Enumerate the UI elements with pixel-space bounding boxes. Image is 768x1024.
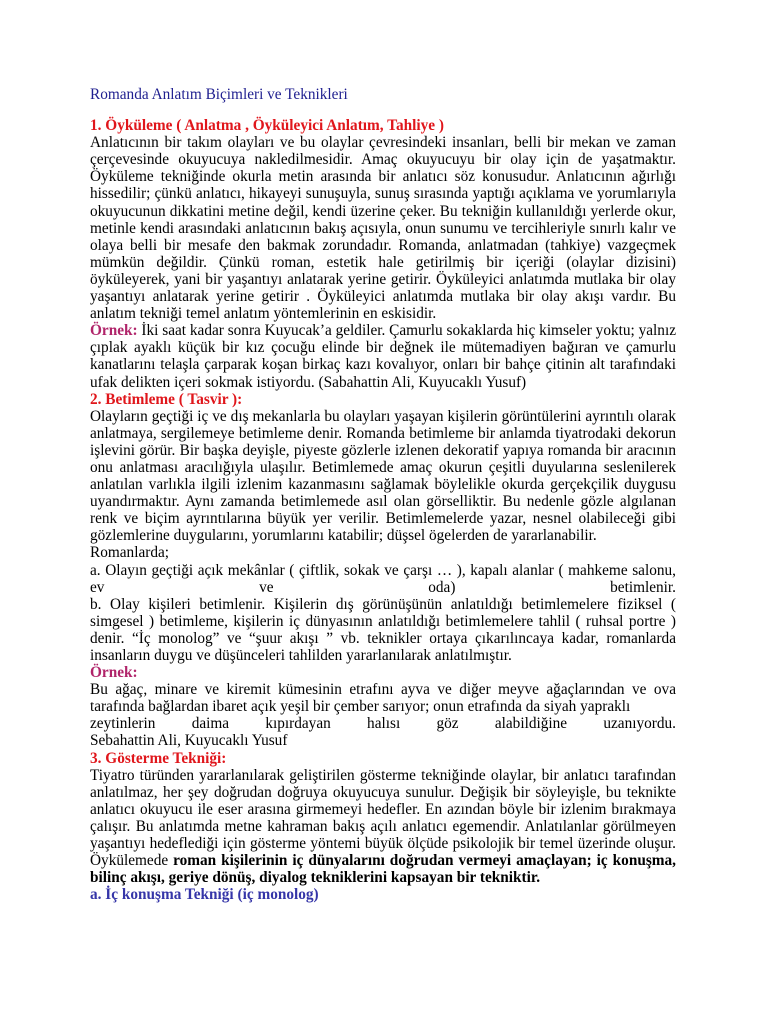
section-1-body: Anlatıcının bir takım olayları ve bu olaylar çevresindeki insanları, belli bir mekan ve zaman çerçevesinde okuyucuya nakledilmesidir. Amaç okuyucuyu bir olay için de yaşatmaktır. Öyküleme tekniğinde okurla metin arasında bir anlatıcı söz konusudur. Anlatıcının ağırlığı hissedilir; çünkü anlatıcı, hikayeyi sunuşuyla, sunuş sırasında yaptığı açıklama ve yorumlarıyla okuyucunun dikkatini metine değil, kendi üzerine çeker. Bu tekniğin kullanıldığı yerlerde okur, metinle kendi arasındaki anlatıcının bakış açısıyla, onun sunumu ve tercihleriyle sınırlı kalır ve olaya belli bir mesafe den bakmak zorundadır. Romanda, anlatmadan (tahkiye) vazgeçmek mümkün değildir. Çünkü roman, estetik hale getirilmiş bir içeriği (olaylar dizisini) öyküleyerek, yani bir yaşantıyı anlatarak yerine getirir. Öyküleyici anlatımda mutlaka bir olay yaşantıyı anlatarak yerine getirir . Öyküleyici anlatımda mutlaka bir olay akışı vardır. Bu anlatım tekniği temel anlatım yöntemlerinin en eskisidir.	[90, 134, 676, 323]
section-3-subheading: a. İç konuşma Tekniği (iç monolog)	[90, 886, 319, 904]
section-2-example-line-2: zeytinlerin daima kıpırdayan halısı göz alabildiğine uzanıyordu.	[90, 715, 676, 733]
section-2-item-b: b. Olay kişileri betimlenir. Kişilerin dış görünüşünün anlatıldığı betimlemelere fiziksel ( simgesel ) betimleme, kişilerin iç dünyasının anlatıldığı betimlemelere tahlil ( ruhsal portre ) denir. “İç monolog” ve “şuur akışı ” vb. teknikler ortaya çıkarılıncaya kadar, romanlarda insanların duygu ve düşünceleri tahlilden yararlanılarak anlatılmıştır.	[90, 595, 676, 664]
section-2-heading: 2. Betimleme ( Tasvir ):	[90, 390, 243, 408]
section-2-example-source: Sebahattin Ali, Kuyucaklı Yusuf	[90, 732, 288, 750]
section-3-body-text: Tiyatro türünden yararlanılarak geliştirilen gösterme tekniğinde olaylar, bir anlatıcı tarafından anlatılmaz, her şey doğrudan doğruya okuyucuya sunulur. Değişik bir söyleyişle, bu teknikte anlatıcı okuyucu ile eser arasına girmemeyi hedefler. En azından böyle bir izlenim bırakmaya çalışır. Bu anlatımda metne kahraman bakış açılı anlatıcı egemendir. Anlatılanlar görülmeyen yaşantıyı hedeflediği için gösterme yöntemi büyük ölçüde psikolojik bir temel üzerinde oluşur. Öykülemede	[90, 766, 676, 870]
section-1-heading: 1. Öyküleme ( Anlatma , Öyküleyici Anlatım, Tahliye )	[90, 117, 444, 135]
document-title: Romanda Anlatım Biçimleri ve Teknikleri	[90, 86, 348, 103]
section-1-example-label: Örnek:	[90, 322, 138, 340]
section-2-body: Olayların geçtiği iç ve dış mekanlarla bu olayları yaşayan kişilerin görüntülerini ayrıntılı olarak anlatmaya, sergilemeye betimleme denir. Romanda betimleme bir anlamda tiyatrodaki dekorun işlevini görür. Bir başka deyişle, piyeste gözlerle izlenen dekoratif yapıya romanda bir aracının onu anlatması aracılığıyla ulaşılır. Betimlemede amaç okurun çeşitli duyularına seslenilerek anlatılan varlıkla ilgili izlenim kazanmasını sağlamak böylelikle okurda gerçekçilik duygusu uyandırmaktır. Aynı zamanda betimlemede asıl olan görselliktir. Bu nedenle gözle algılanan renk ve biçim ayrıntılarına büyük yer verilir. Betimlemelerde yazar, nesnel olabileceği gibi gözlemlerine duygularını, yorumlarını katabilir; düşsel ögelerden de yararlanabilir.	[90, 407, 676, 545]
section-3-body	[90, 767, 676, 887]
section-1-example-text: İki saat kadar sonra Kuyucak’a geldiler. Çamurlu sokaklarda hiç kimseler yoktu; yalnız çıplak ayaklı küçük bir kız çocuğu elinde bir değnek ile mütemadiyen bağıran ve çamurlu kanatlarını telaşla çarparak koşan birkaç kazı kovalıyor, onları bir bahçe çitinin alt tarafındaki ufak delikten içeri sokmak istiyordu. (Sabahattin Ali, Kuyucaklı Yusuf)	[90, 322, 676, 391]
section-2-romanlarda: Romanlarda;	[90, 544, 170, 562]
section-1-example	[90, 322, 676, 390]
section-3-heading: 3. Gösterme Tekniği:	[90, 749, 227, 767]
section-2-item-a-line-2: ev ve oda) betimlenir.	[90, 578, 676, 596]
section-2-example-label: Örnek:	[90, 664, 138, 682]
section-2-item-a-line-1: a. Olayın geçtiği açık mekânlar ( çiftlik, sokak ve çarşı … ), kapalı alanlar ( mahkeme salonu,	[90, 561, 676, 579]
section-2-example-line-1: Bu ağaç, minare ve kiremit kümesinin etrafını ayva ve diğer meyve ağaçlarından ve ova tarafında bağlardan ibaret açık yeşil bir çember sarıyor; onun etrafında da siyah yapraklı	[90, 681, 676, 716]
section-3-bold-text: roman kişilerinin iç dünyalarını doğrudan vermeyi amaçlayan; iç konuşma, bilinç akışı, geriye dönüş, diyalog tekniklerini kapsayan bir tekniktir.	[90, 852, 677, 887]
